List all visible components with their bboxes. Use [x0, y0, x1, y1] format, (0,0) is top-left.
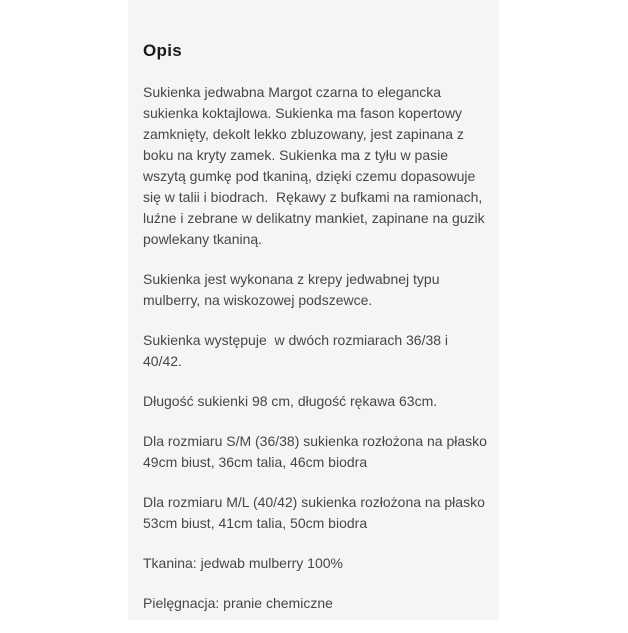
paragraph-line: Długość sukienki 98 cm, długość rękawa 63cm.: [143, 393, 438, 409]
paragraph-line: powlekany tkaniną.: [143, 231, 263, 247]
description-body: [143, 82, 487, 633]
paragraph-line: Sukienka jest wykonana z krepy jedwabnej typu: [143, 271, 440, 287]
paragraph-line: Dla rozmiaru M/L (40/42) sukienka rozłożona na płasko: [143, 494, 485, 510]
paragraph-line: Dla rozmiaru S/M (36/38) sukienka rozłożona na płasko: [143, 433, 487, 449]
paragraph-line: mulberry, na wiskozowej podszewce.: [143, 292, 373, 308]
description-paragraph: [143, 553, 487, 574]
description-paragraph: [143, 82, 487, 250]
paragraph-line: wszytą gumkę pod tkaniną, dzięki czemu dopasowuje: [143, 168, 476, 184]
paragraph-line: 53cm biust, 41cm talia, 50cm biodra: [143, 515, 368, 531]
section-title: Opis: [143, 41, 182, 60]
paragraph-line: boku na kryty zamek. Sukienka ma z tyłu w pasie: [143, 147, 449, 163]
paragraph-line: 49cm biust, 36cm talia, 46cm biodra: [143, 454, 368, 470]
description-paragraph: [143, 269, 487, 311]
paragraph-line: 40/42.: [143, 353, 182, 369]
description-paragraph: [143, 492, 487, 534]
description-panel: [128, 0, 499, 620]
paragraph-line: się w talii i biodrach. Rękawy z bufkami na ramionach,: [143, 189, 483, 205]
paragraph-line: sukienka koktajlowa. Sukienka ma fason kopertowy: [143, 105, 463, 121]
description-paragraph: [143, 593, 487, 614]
paragraph-line: Sukienka występuje w dwóch rozmiarach 36/38 i: [143, 332, 449, 348]
description-paragraph: [143, 391, 487, 412]
paragraph-line: Pielęgnacja: pranie chemiczne: [143, 595, 333, 611]
paragraph-line: Tkanina: jedwab mulberry 100%: [143, 555, 343, 571]
paragraph-line: zamknięty, dekolt lekko zbluzowany, jest zapinana z: [143, 126, 464, 142]
paragraph-line: Sukienka jedwabna Margot czarna to elegancka: [143, 84, 442, 100]
paragraph-line: luźne i zebrane w delikatny mankiet, zapinane na guzik: [143, 210, 485, 226]
description-paragraph: [143, 330, 487, 372]
description-paragraph: [143, 431, 487, 473]
